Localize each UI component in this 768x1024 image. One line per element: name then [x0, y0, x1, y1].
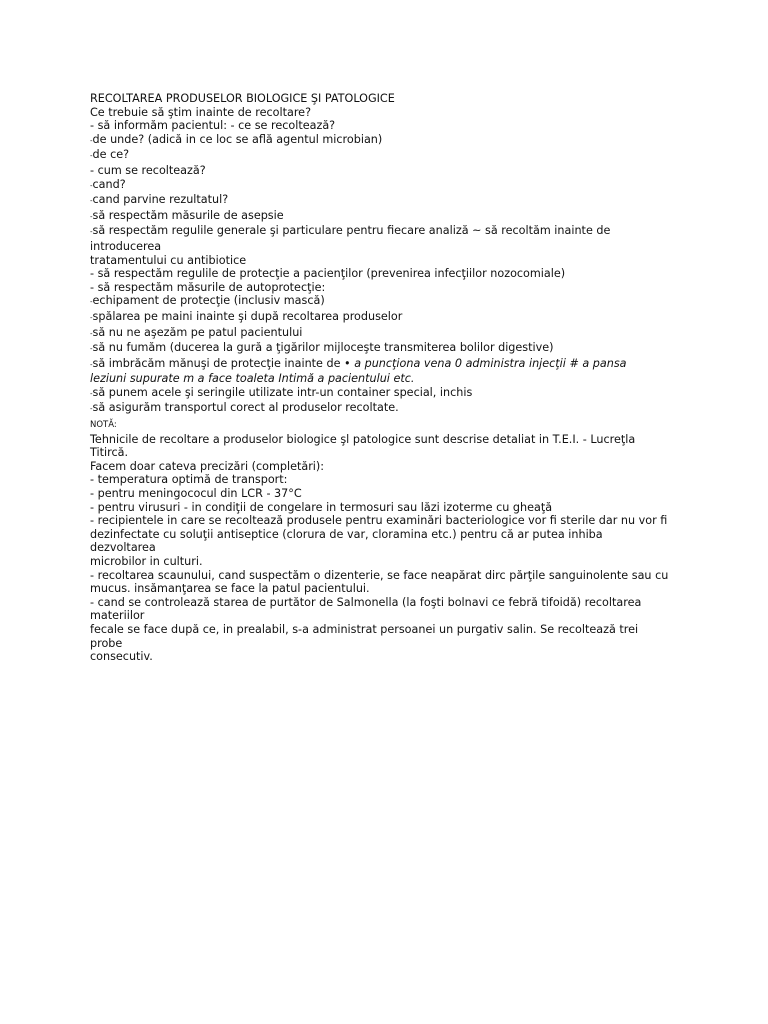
line-text: - să informăm pacientul: - ce se recoltează? [90, 119, 336, 133]
small-dash-bullet: - [90, 360, 93, 369]
text-line [90, 386, 690, 402]
small-dash-bullet: - [90, 389, 93, 398]
small-dash-bullet: - [90, 152, 93, 161]
text-line [90, 555, 690, 569]
small-dash-bullet: - [90, 212, 93, 221]
line-text: fecale se face după ce, in prealabil, s-a administrat persoanei un purgativ salin. Se recoltează trei [90, 622, 639, 636]
line-text: Ce trebuie să ştim inainte de recoltare? [90, 105, 312, 119]
small-dash-bullet: - [90, 313, 93, 322]
small-dash-bullet: - [90, 405, 93, 414]
text-line [90, 178, 690, 194]
line-text: - pentru meningococul din LCR - 37°C [90, 487, 302, 501]
line-text: să imbrăcăm mănuşi de protecţie inainte de • [92, 356, 355, 370]
line-text: RECOLTAREA PRODUSELOR BIOLOGICE ŞI PATOLOGICE [90, 92, 395, 105]
line-text: consecutiv. [90, 650, 153, 664]
small-dash-bullet: - [90, 228, 93, 237]
text-line [90, 372, 690, 386]
line-text: dezvoltarea [90, 541, 156, 555]
line-text: probe [90, 636, 123, 650]
line-text: - recoltarea scaunului, cand suspectăm o dizenterie, se face neapărat dirc părţile sanguinolente sau cu [90, 568, 669, 582]
small-dash-bullet: - [90, 197, 93, 206]
text-line [90, 341, 690, 357]
note-heading: NOTĂ: [90, 420, 117, 431]
text-line [90, 417, 690, 433]
line-text: - cand se controlează starea de purtător de Salmonella (la foşti bolnavi ce febră tifoidă) recoltarea [90, 595, 642, 609]
text-line [90, 224, 690, 240]
text-line [90, 637, 690, 651]
line-text: microbilor in culturi. [90, 555, 203, 568]
text-line [90, 164, 690, 178]
text-line [90, 401, 690, 417]
text-line [90, 254, 690, 268]
line-text: introducerea [90, 239, 162, 253]
text-line [90, 528, 690, 542]
line-text: să respectăm regulile generale şi particulare pentru fiecare analiză ~ să recoltăm inainte de [92, 224, 611, 238]
line-text: echipament de protecţie (inclusiv mască) [92, 294, 325, 308]
text-line [90, 133, 690, 149]
line-text: de ce? [92, 148, 130, 162]
small-dash-bullet: - [90, 136, 93, 145]
text-line [90, 623, 690, 637]
text-line [90, 596, 690, 610]
text-line [90, 119, 690, 133]
italic-text: a puncţiona vena 0 administra injecţii # a pansa [354, 356, 627, 370]
line-text: cand parvine rezultatul? [92, 193, 229, 207]
text-line [90, 609, 690, 623]
small-dash-bullet: - [90, 329, 93, 338]
line-text: dezinfectate cu soluţii antiseptice (clorura de var, cloramina etc.) pentru că ar putea inhiba [90, 527, 603, 541]
small-dash-bullet: - [90, 298, 93, 307]
text-line [90, 487, 690, 501]
line-text: să respectăm măsurile de asepsie [92, 208, 284, 222]
line-text: să punem acele şi seringile utilizate intr-un container special, inchis [92, 385, 473, 399]
line-text: spălarea pe maini inainte şi după recoltarea produselor [92, 309, 403, 323]
text-line [90, 514, 690, 528]
text-line [90, 281, 690, 295]
line-text: să nu ne aşezăm pe patul pacientului [92, 325, 303, 339]
line-text: - recipientele in care se recoltează produsele pentru examinări bacteriologice vor fi sterile dar nu vor fi [90, 514, 668, 528]
text-line [90, 148, 690, 164]
line-text: - să respectăm măsurile de autoprotecţie: [90, 280, 326, 294]
line-text: - cum se recoltează? [90, 163, 206, 177]
text-line [90, 209, 690, 225]
text-line [90, 650, 690, 664]
text-line [90, 569, 690, 583]
text-line [90, 92, 690, 106]
text-line [90, 446, 690, 460]
document-body [90, 92, 690, 664]
line-text: să nu fumăm (ducerea la gură a ţigărilor mijloceşte transmiterea bolilor digestive) [92, 341, 554, 355]
text-line [90, 582, 690, 596]
line-text: - să respectăm regulile de protecţie a pacienţilor (prevenirea infecţiilor nozocomiale) [90, 267, 566, 281]
text-line [90, 433, 690, 447]
text-line [90, 310, 690, 326]
small-dash-bullet: - [90, 181, 93, 190]
text-line [90, 267, 690, 281]
text-line [90, 326, 690, 342]
text-line [90, 501, 690, 515]
text-line [90, 106, 690, 120]
line-text: cand? [92, 177, 126, 191]
line-text: - temperatura optimă de transport: [90, 473, 288, 487]
line-text: de unde? (adică in ce loc se află agentul microbian) [92, 132, 383, 146]
italic-text: leziuni supurate m a face toaleta Intimă a pacientului etc. [90, 372, 415, 386]
text-line [90, 357, 690, 373]
line-text: tratamentului cu antibiotice [90, 253, 247, 267]
line-text: - pentru virusuri - in condiţii de congelare in termosuri sau lăzi izoterme cu gheaţă [90, 500, 553, 514]
text-line [90, 473, 690, 487]
line-text: Titircă. [90, 446, 129, 460]
small-dash-bullet: - [90, 345, 93, 354]
text-line [90, 541, 690, 555]
text-line [90, 294, 690, 310]
text-line [90, 193, 690, 209]
text-line [90, 460, 690, 474]
line-text: mucus. insămanţarea se face la patul pacientului. [90, 582, 370, 596]
line-text: materiilor [90, 609, 145, 623]
line-text: Tehnicile de recoltare a produselor biologice şl patologice sunt descrise detaliat in T.E.I. - Lucreţla [90, 432, 636, 446]
text-line [90, 240, 690, 254]
line-text: Facem doar cateva precizări (completări): [90, 459, 325, 473]
line-text: să asigurăm transportul corect al produselor recoltate. [92, 401, 399, 415]
